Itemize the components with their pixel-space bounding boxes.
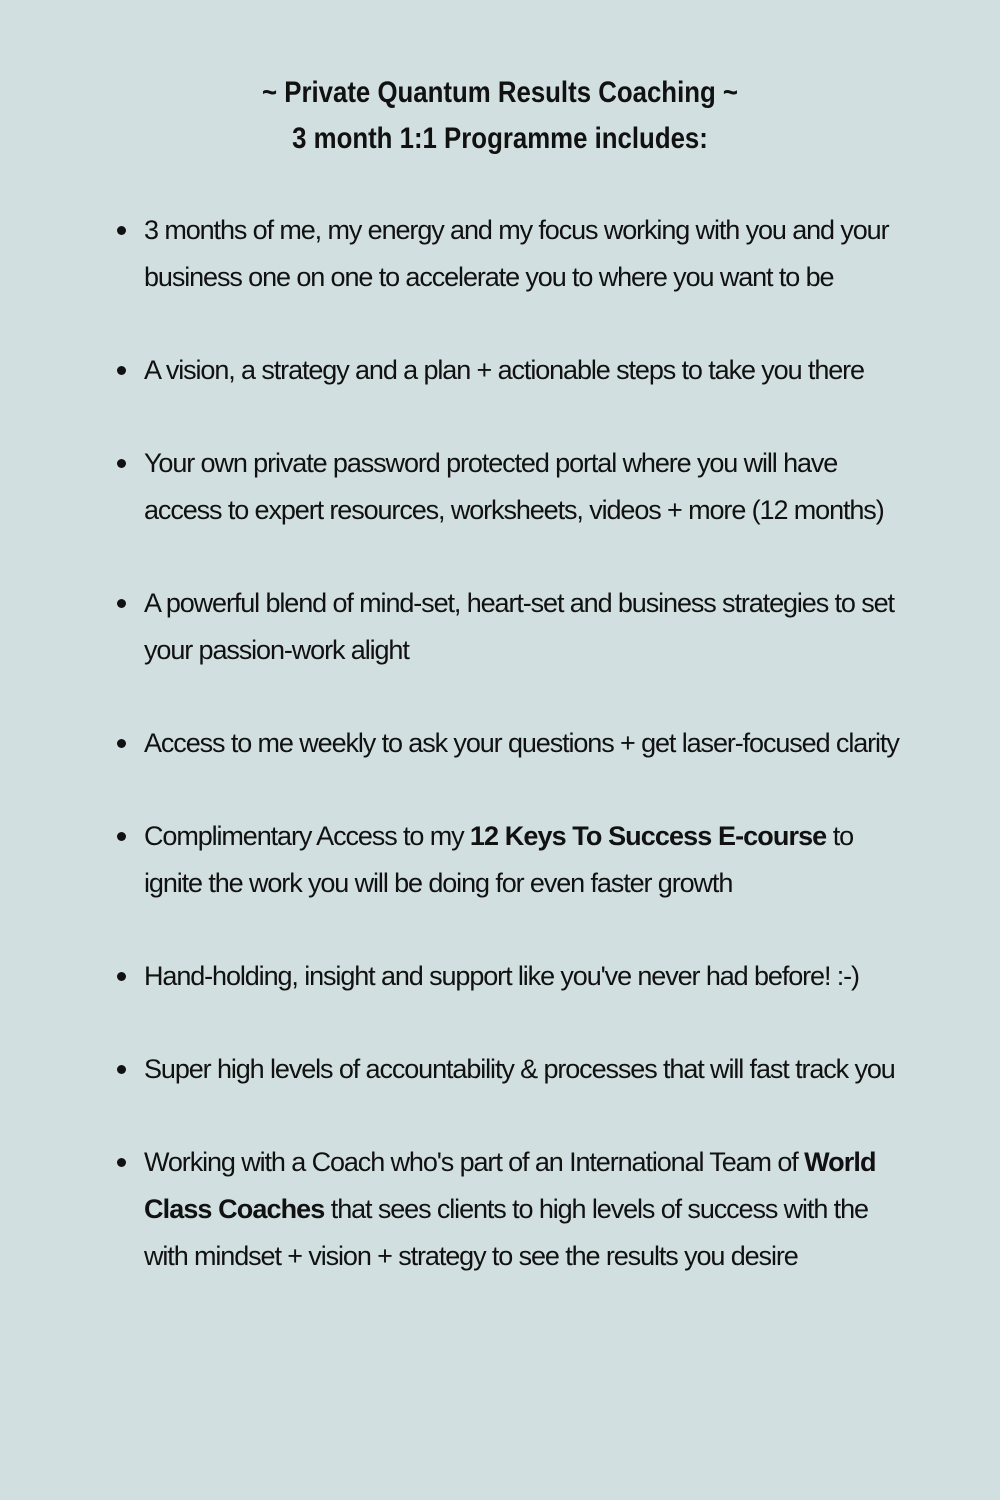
bullet-icon (117, 1158, 126, 1167)
heading-subtitle: 3 month 1:1 Programme includes: (292, 122, 708, 155)
list-item: Your own private password protected portal where you will have access to expert resources, worksheets, videos + more (12 months) (117, 440, 917, 534)
list-item: Working with a Coach who's part of an International Team of World Class Coaches that sees clients to high levels of success with the with mindset + vision + strategy to see the results you desire (117, 1139, 917, 1280)
bullet-icon (117, 1065, 126, 1074)
list-item: Hand-holding, insight and support like you've never had before! :-) (117, 953, 917, 1000)
list-item: Access to me weekly to ask your questions + get laser-focused clarity (117, 720, 917, 767)
bullet-icon (117, 366, 126, 375)
list-item: A powerful blend of mind-set, heart-set and business strategies to set your passion-work alight (117, 580, 917, 674)
list-item: Super high levels of accountability & processes that will fast track you (117, 1046, 917, 1093)
list-item: 3 months of me, my energy and my focus working with you and your business one on one to accelerate you to where you want to be (117, 207, 917, 301)
bullet-icon (117, 226, 126, 235)
bullet-icon (117, 459, 126, 468)
bullet-icon (117, 832, 126, 841)
page-heading (70, 70, 930, 162)
class-coaches-label: Class Coaches (144, 1194, 325, 1224)
list-item: Complimentary Access to my 12 Keys To Success E-course to ignite the work you will be doing for even faster growth (117, 813, 917, 907)
bullet-icon (117, 599, 126, 608)
world-class-label: World (804, 1147, 876, 1177)
list-item: A vision, a strategy and a plan + actionable steps to take you there (117, 347, 917, 394)
heading-title: ~ Private Quantum Results Coaching ~ (261, 76, 738, 109)
ecourse-name: 12 Keys To Success E-course (469, 821, 827, 851)
bullet-icon (117, 972, 126, 981)
programme-feature-list (117, 207, 917, 1326)
bullet-icon (117, 739, 126, 748)
